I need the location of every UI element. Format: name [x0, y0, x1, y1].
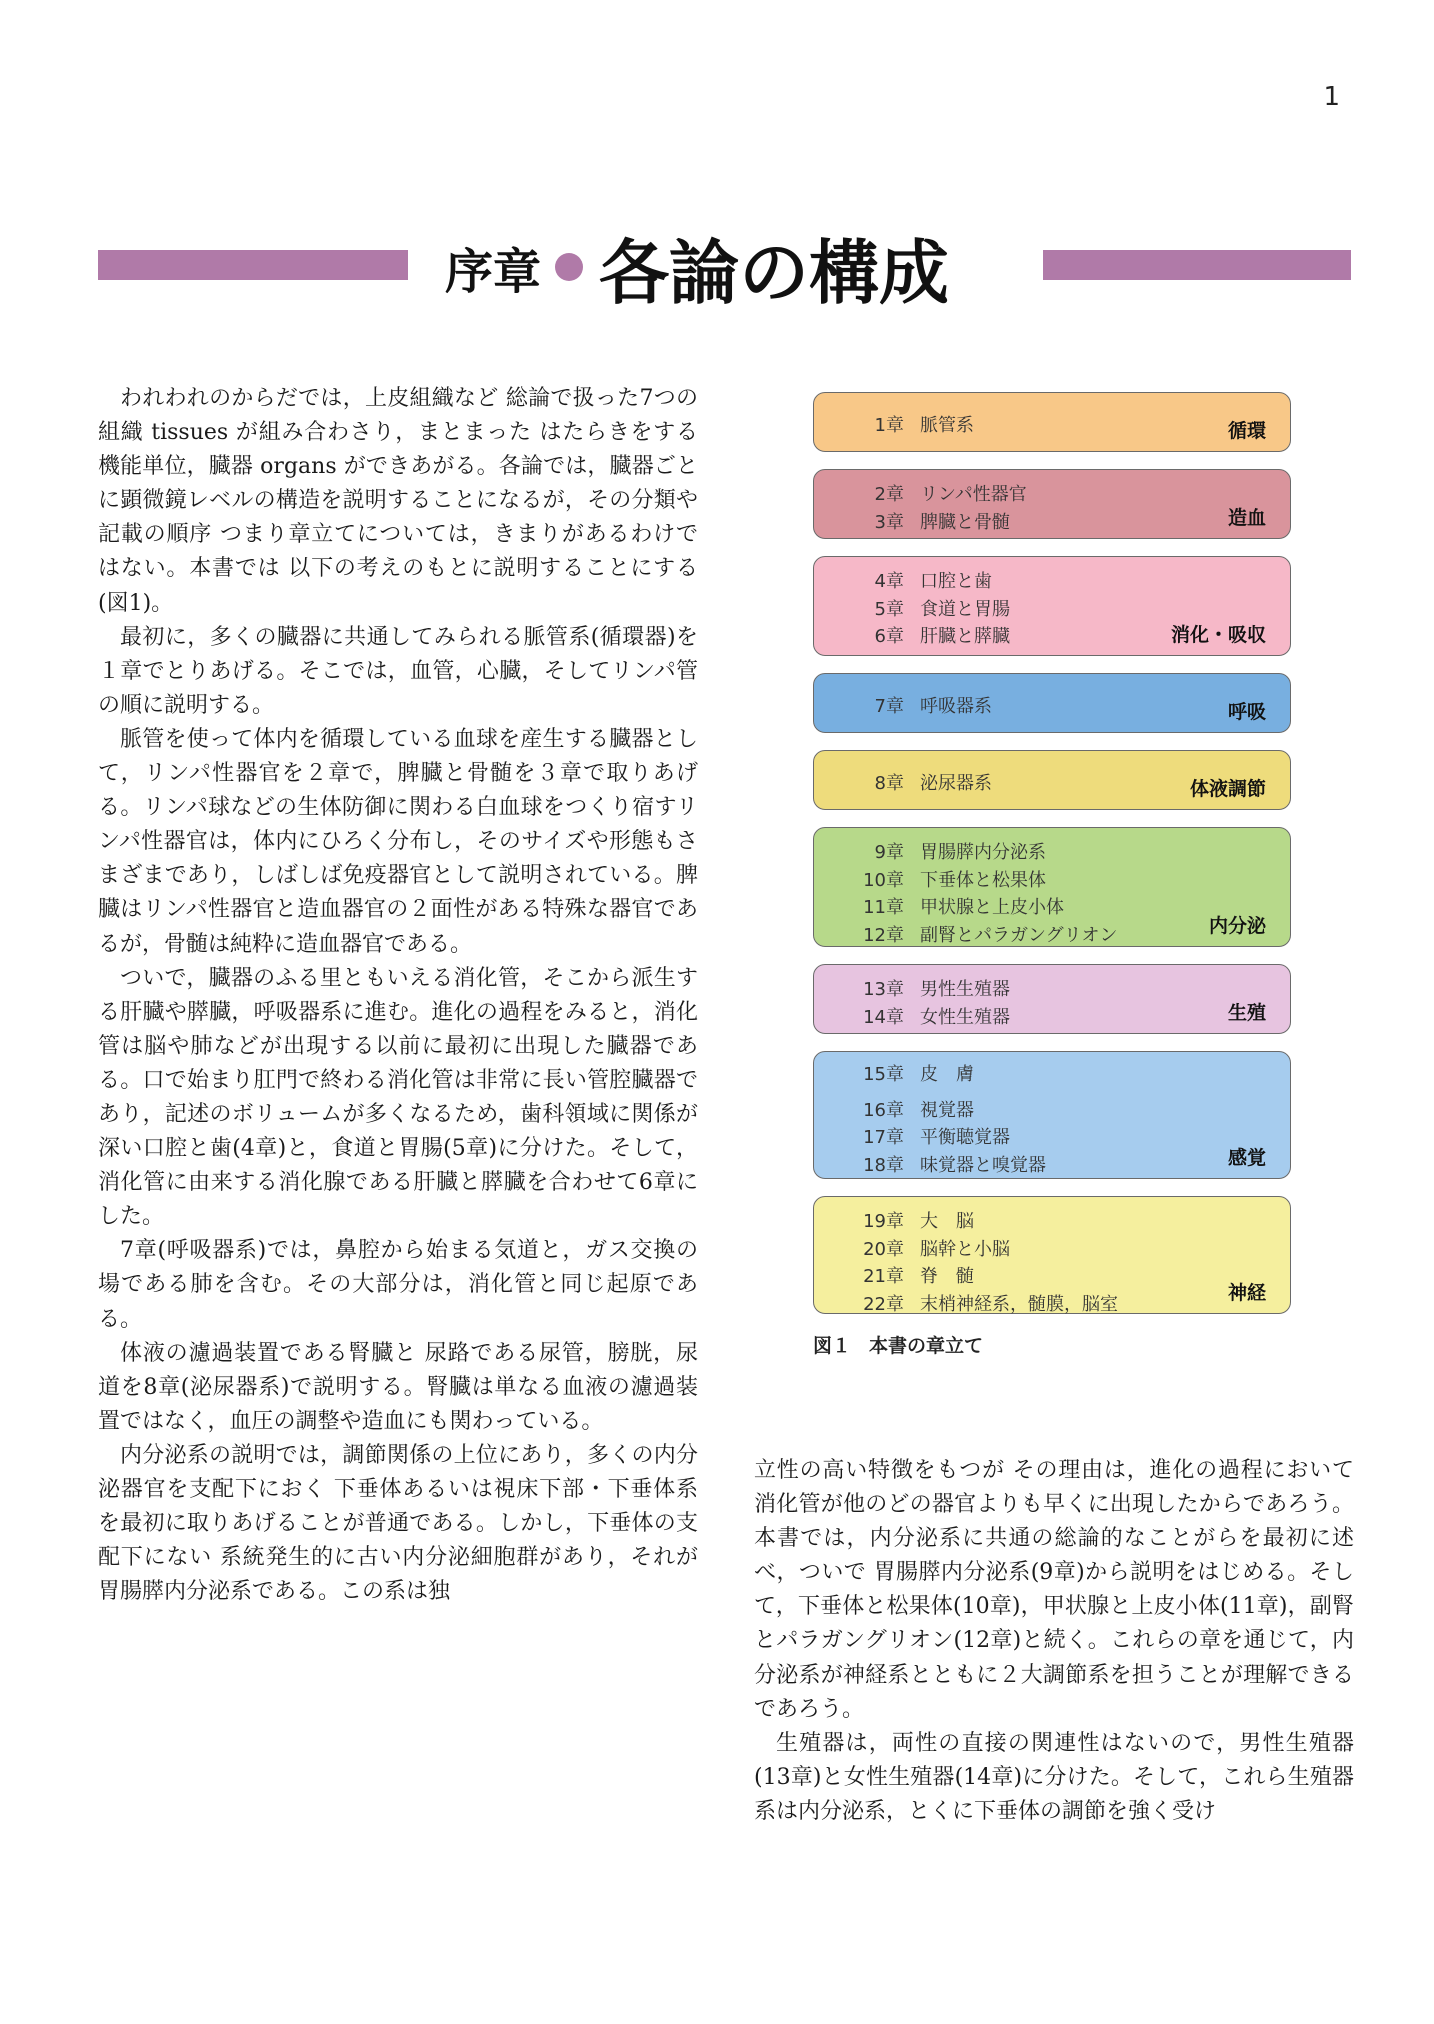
category-label: 循環	[1227, 420, 1266, 442]
chapter-group	[813, 1196, 1291, 1314]
chapter-number: 8章	[874, 773, 904, 794]
category-label: 内分泌	[1208, 915, 1266, 937]
category-label: 体液調節	[1189, 778, 1266, 800]
chapter-number: 4章	[874, 571, 904, 592]
chapter-title: 視覚器	[920, 1099, 974, 1121]
chapter-entry	[844, 1290, 1118, 1316]
chapter-title: 下垂体と松果体	[920, 869, 1046, 891]
chapter-entry	[844, 1060, 974, 1086]
chapter-entry	[844, 508, 1010, 534]
page-number: 1	[1323, 82, 1340, 112]
paragraph: 内分泌系の説明では，調節関係の上位にあり，多くの内分泌器官を支配下におく 下垂体あるいは視床下部・下垂体系を最初に取りあげることが普通である。しかし，下垂体の支配下にない 系統発生的に古い内分泌細胞群があり，それが胃腸膵内分泌系である。この系は独	[98, 1442, 698, 1605]
title-main: 各論の構成	[599, 230, 950, 314]
chapter-group	[813, 827, 1291, 947]
paragraph: 最初に，多くの臓器に共通してみられる脈管系(循環器)を１章でとりあげる。そこでは，血管，心臓，そしてリンパ管の順に説明する。	[98, 624, 698, 718]
chapter-title: 脈管系	[920, 415, 974, 436]
chapter-number: 11章	[863, 897, 904, 918]
chapter-number: 14章	[863, 1006, 904, 1028]
chapter-title: 脾臓と骨髄	[920, 511, 1010, 533]
chapter-number: 15章	[863, 1064, 904, 1085]
chapter-number: 5章	[874, 598, 904, 620]
chapter-title: 食道と胃腸	[920, 598, 1010, 620]
title-dot-icon	[555, 253, 583, 281]
chapter-entry	[844, 1262, 974, 1288]
title-prefix: 序章	[445, 243, 542, 300]
chapter-number: 2章	[874, 484, 904, 505]
chapter-number: 13章	[863, 979, 904, 1000]
chapter-title: リンパ性器官	[920, 484, 1027, 505]
chapter-entry	[844, 838, 1046, 864]
chapter-entry	[844, 975, 1010, 1001]
chapter-number: 7章	[874, 696, 904, 717]
chapter-number: 9章	[874, 842, 904, 863]
caption-text: 本書の章立て	[869, 1335, 984, 1357]
chapter-number: 21章	[863, 1266, 904, 1287]
paragraph: 脈管を使って体内を循環している血球を産生する臓器として，リンパ性器官を２章で，脾臓と骨髄を３章で取りあげる。リンパ球などの生体防御に関わる白血球をつくり宿すリンパ性器官は，体内にひろく分布し，そのサイズや形態もさまざまであり，しばしば免疫器官として説明されている。脾臓はリンパ性器官と造血器官の２面性がある特殊な器官であるが，骨髄は純粋に造血器官である。	[98, 726, 698, 957]
chapter-title: 脊 髄	[920, 1266, 974, 1287]
category-label: 消化・吸収	[1170, 624, 1266, 646]
category-label: 神経	[1227, 1282, 1266, 1304]
chapter-title: 末梢神経系，髄膜，脳室	[920, 1293, 1118, 1315]
chapter-number: 16章	[863, 1099, 904, 1121]
category-label: 造血	[1227, 507, 1266, 529]
chapter-entry	[844, 692, 992, 718]
figure-caption	[813, 1331, 1291, 1358]
paragraph: われわれのからだでは，上皮組織など 総論で扱った7つの組織 tissues が組み合わさり，まとまった はたらきをする機能単位，臓器 organs ができあがる。各論では，臓器ごとに顕微鏡レベルの構造を説明することになるが，その分類や記載の順序 つまり章立てについては，きまりがあるわけではない。本書では 以下の考えのもとに説明することにする(図1)。	[98, 386, 698, 616]
chapter-entry	[844, 411, 974, 437]
chapter-entry	[844, 866, 1046, 892]
chapter-title: 副腎とパラガングリオン	[920, 924, 1118, 946]
paragraph: 体液の濾過装置である腎臓と 尿路である尿管，膀胱，尿道を8章(泌尿器系)で説明する。腎臓は単なる血液の濾過装置ではなく，血圧の調整や造血にも関わっている。	[98, 1340, 698, 1434]
chapter-entry	[844, 1123, 1010, 1149]
chapter-number: 1章	[874, 415, 904, 436]
chapter-number: 12章	[863, 924, 904, 946]
chapter-number: 18章	[863, 1154, 904, 1176]
title-bar-left	[98, 250, 408, 280]
figure-chapter-structure	[813, 392, 1291, 1358]
category-label: 感覚	[1227, 1147, 1266, 1169]
chapter-title: 平衡聴覚器	[920, 1127, 1010, 1148]
chapter-entry	[844, 1207, 974, 1233]
chapter-title: 口腔と歯	[920, 571, 992, 592]
chapter-group	[813, 469, 1291, 539]
chapter-group	[813, 964, 1291, 1034]
chapter-entry	[844, 480, 1027, 506]
chapter-entry	[844, 622, 1010, 648]
chapter-entry	[844, 1235, 1010, 1261]
chapter-title: 甲状腺と上皮小体	[920, 897, 1064, 918]
chapter-title	[445, 222, 949, 312]
chapter-number: 17章	[863, 1127, 904, 1148]
chapter-number: 6章	[874, 626, 904, 647]
chapter-entry	[844, 769, 992, 795]
chapter-entry	[844, 595, 1010, 621]
chapter-title: 味覚器と嗅覚器	[920, 1154, 1046, 1176]
chapter-entry	[844, 921, 1117, 947]
category-label: 生殖	[1227, 1002, 1266, 1024]
chapter-title: 肝臓と膵臓	[920, 626, 1010, 647]
chapter-title: 皮 膚	[920, 1064, 974, 1085]
chapter-number: 10章	[863, 869, 904, 891]
paragraph: ついで，臓器のふる里ともいえる消化管，そこから派生する肝臓や膵臓，呼吸器系に進む。進化の過程をみると，消化管は脳や肺などが出現する以前に最初に出現した臓器である。口で始まり肛門で終わる消化管は非常に長い管腔臓器であり，記述のボリュームが多くなるため，歯科領域に関係が深い口腔と歯(4章)と，食道と胃腸(5章)に分けた。そして，消化管に由来する消化腺である肝臓と膵臓を合わせて6章にした。	[98, 965, 698, 1230]
chapter-title: 女性生殖器	[920, 1006, 1010, 1028]
chapter-title: 胃腸膵内分泌系	[920, 842, 1046, 863]
chapter-group	[813, 392, 1291, 452]
chapter-number: 20章	[863, 1238, 904, 1260]
chapter-title: 男性生殖器	[920, 979, 1010, 1000]
chapter-group	[813, 673, 1291, 733]
chapter-group	[813, 1051, 1291, 1179]
category-label: 呼吸	[1227, 701, 1266, 723]
chapter-group	[813, 556, 1291, 656]
chapter-title: 大 脳	[920, 1211, 974, 1232]
caption-label: 図１	[813, 1335, 852, 1357]
title-bar-right	[1043, 250, 1351, 280]
paragraph: 立性の高い特徴をもつが その理由は，進化の過程において 消化管が他のどの器官よりも早くに出現したからであろう。本書では，内分泌系に共通の総論的なことがらを最初に述べ，ついで 胃腸膵内分泌系(9章)から説明をはじめる。そして，下垂体と松果体(10章)，甲状腺と上皮小体(11章)，副腎とパラガングリオン(12章)と続く。これらの章を通じて，内分泌系が神経系とともに２大調節系を担うことが理解できるであろう。	[754, 1458, 1354, 1722]
chapter-number: 19章	[863, 1211, 904, 1232]
paragraph: 生殖器は，両性の直接の関連性はないので，男性生殖器(13章)と女性生殖器(14章)に分けた。そして，これら生殖器系は内分泌系，とくに下垂体の調節を強く受け	[754, 1730, 1354, 1824]
chapter-title: 脳幹と小脳	[920, 1238, 1010, 1260]
right-column	[754, 1454, 1354, 1829]
chapter-entry	[844, 893, 1064, 919]
left-column	[98, 382, 698, 1609]
chapter-entry	[844, 567, 992, 593]
paragraph: 7章(呼吸器系)では，鼻腔から始まる気道と，ガス交換の場である肺を含む。その大部分は，消化管と同じ起原である。	[98, 1238, 698, 1332]
chapter-group	[813, 750, 1291, 810]
chapter-entry	[844, 1151, 1046, 1177]
chapter-title: 泌尿器系	[920, 773, 992, 794]
chapter-entry	[844, 1096, 974, 1122]
chapter-number: 22章	[863, 1293, 904, 1315]
chapter-title: 呼吸器系	[920, 696, 992, 717]
chapter-entry	[844, 1003, 1010, 1029]
chapter-number: 3章	[874, 511, 904, 533]
